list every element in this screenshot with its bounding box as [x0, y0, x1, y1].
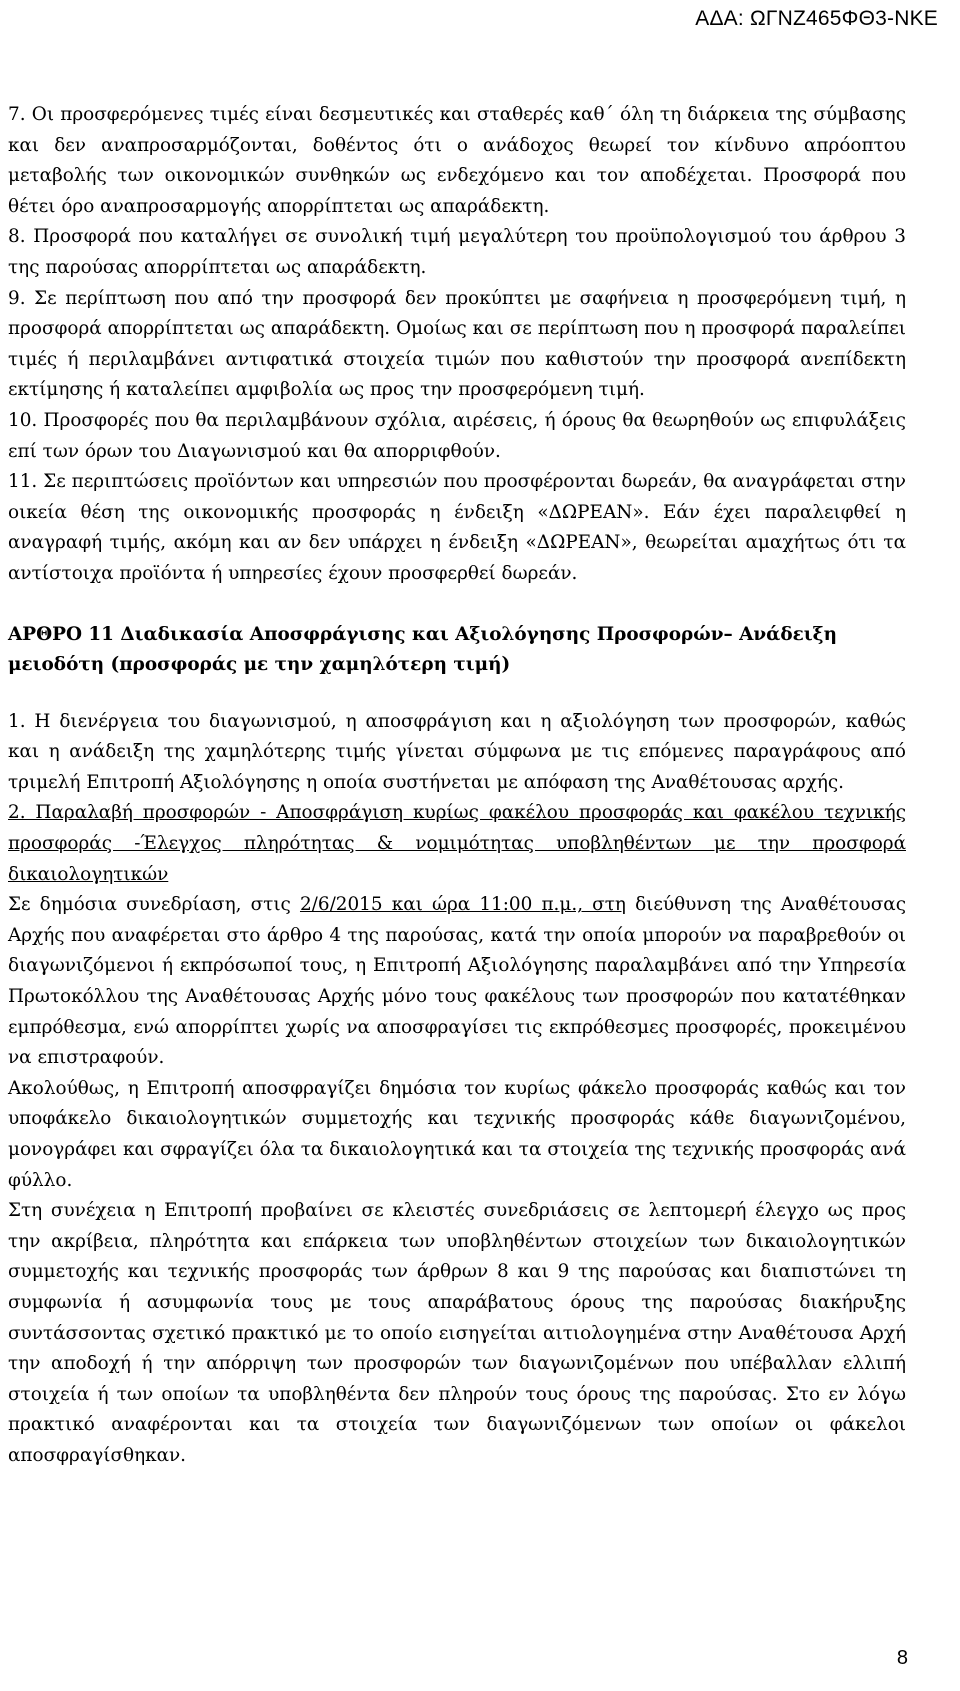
article-paragraph-4: Στη συνέχεια η Επιτροπή προβαίνει σε κλειστές συνεδριάσεις σε λεπτομερή έλεγχο ως προς την ακρίβεια, πληρότητα και επάρκεια των υποβληθέντων στοιχείων των δικαιολογητικών συμμετοχής και τεχνικής προσφοράς των άρθρων 8 και 9 της παρούσας και διαπιστώνει τη συμφωνία ή ασυμφωνία τους με τους απαράβατους όρους της παρούσας διακήρυξης συντάσσοντας σχετικό πρακτικό με το οποίο εισηγείται αιτιολογημένα στην Αναθέτουσα Αρχή την αποδοχή ή την απόρριψη των προσφορών των διαγωνιζομένων που υπέβαλλαν ελλιπή στοιχεία ή των οποίων τα υποβληθέντα δεν πληρούν τους όρους της παρούσας. Στο εν λόγω πρακτικό αναφέρονται και τα στοιχεία των διαγωνιζόμενων των οποίων οι φάκελοι αποσφραγίσθηκαν.: [8, 1200, 906, 1466]
paragraph-2-rest: διεύθυνση της Αναθέτουσας Αρχής που αναφέρεται στο άρθρο 4 της παρούσας, κατά την οποία μπορούν να παραβρεθούν οι διαγωνιζόμενοι ή εκπρόσωποί τους, η Επιτροπή Αξιολόγησης παραλαμβάνει από την Υπηρεσία Πρωτοκόλλου της Αναθέτουσας Αρχής μόνο τους φακέλους των προσφορών που κατατέθηκαν εμπρόθεσμα, ενώ απορρίπτει χωρίς να αποσφραγίσει τις εκπρόθεσμες προσφορές, προκειμένου να επιστραφούν.: [8, 894, 907, 1069]
article-subheading-2: 2. Παραλαβή προσφορών - Αποσφράγιση κυρίως φακέλου προσφοράς και φακέλου τεχνικής προσφοράς -Έλεγχος πληρότητας & νομιμότητας υποβληθέντων με την προσφορά δικαιολογητικών: [8, 802, 906, 885]
document-body: [8, 100, 906, 1472]
page-number: 8: [896, 1647, 908, 1669]
article-paragraph-3: Ακολούθως, η Επιτροπή αποσφραγίζει δημόσια τον κυρίως φάκελο προσφοράς καθώς και τον υποφάκελο δικαιολογητικών συμμετοχής και τεχνικής προσφοράς κάθε διαγωνιζομένου, μονογράφει και σφραγίζει όλα τα δικαιολογητικά και τα στοιχεία της τεχνικής προσφοράς ανά φύλλο.: [8, 1077, 906, 1191]
session-date: 2/6/2015 και ώρα 11:00 π.μ., στη: [299, 894, 626, 916]
paragraph-item-9: 9. Σε περίπτωση που από την προσφορά δεν προκύπτει με σαφήνεια η προσφερόμενη τιμή, η προσφορά απορρίπτεται ως απαράδεκτη. Ομοίως και σε περίπτωση που η προσφορά παραλείπει τιμές ή περιλαμβάνει αντιφατικά στοιχεία τιμών που καθιστούν την προσφορά ανεπίδεκτη εκτίμησης ή καταλείπει αμφιβολία ως προς την προσφερόμενη τιμή.: [8, 287, 906, 401]
paragraph-2-lead: Σε δημόσια συνεδρίαση, στις: [8, 894, 300, 916]
article-paragraph-2: [8, 890, 906, 1074]
paragraph-item-8: 8. Προσφορά που καταλήγει σε συνολική τιμή μεγαλύτερη του προϋπολογισμού του άρθρου 3 της παρούσας απορρίπτεται ως απαράδεκτη.: [8, 226, 906, 278]
paragraph-item-10: 10. Προσφορές που θα περιλαμβάνουν σχόλια, αιρέσεις, ή όρους θα θεωρηθούν ως επιφυλάξεις επί των όρων του Διαγωνισμού και θα απορριφθούν.: [8, 409, 906, 462]
article-heading: ΑΡΘΡΟ 11 Διαδικασία Αποσφράγισης και Αξιολόγησης Προσφορών– Ανάδειξη μειοδότη (προσφοράς με την χαμηλότερη τιμή): [8, 623, 837, 676]
ada-identifier: ΑΔΑ: ΩΓΝΖ465ΦΘ3-ΝΚΕ: [695, 7, 938, 30]
paragraph-item-11: 11. Σε περιπτώσεις προϊόντων και υπηρεσιών που προσφέρονται δωρεάν, θα αναγράφεται στην οικεία θέση της οικονομικής προσφοράς η ένδειξη «ΔΩΡΕΑΝ». Εάν έχει παραλειφθεί η αναγραφή τιμής, ακόμη και αν δεν υπάρχει η ένδειξη «ΔΩΡΕΑΝ», θεωρείται αμαχήτως ότι τα αντίστοιχα προϊόντα ή υπηρεσίες έχουν προσφερθεί δωρεάν.: [8, 471, 906, 584]
paragraph-item-7: 7. Οι προσφερόμενες τιμές είναι δεσμευτικές και σταθερές καθ΄ όλη τη διάρκεια της σύμβασης και δεν αναπροσαρμόζονται, δοθέντος ότι ο ανάδοχος θεωρεί τον κίνδυνο απρόοπτου μεταβολής των οικονομικών συνθηκών ως ενδεχόμενο και τον αποδέχεται. Προσφορά που θέτει όρο αναπροσαρμογής απορρίπτεται ως απαράδεκτη.: [8, 104, 906, 217]
article-paragraph-1: 1. Η διενέργεια του διαγωνισμού, η αποσφράγιση και η αξιολόγηση των προσφορών, καθώς και η ανάδειξη της χαμηλότερης τιμής γίνεται σύμφωνα με τις επόμενες παραγράφους από τριμελή Επιτροπή Αξιολόγησης η οποία συστήνεται με απόφαση της Αναθέτουσας αρχής.: [8, 710, 906, 793]
